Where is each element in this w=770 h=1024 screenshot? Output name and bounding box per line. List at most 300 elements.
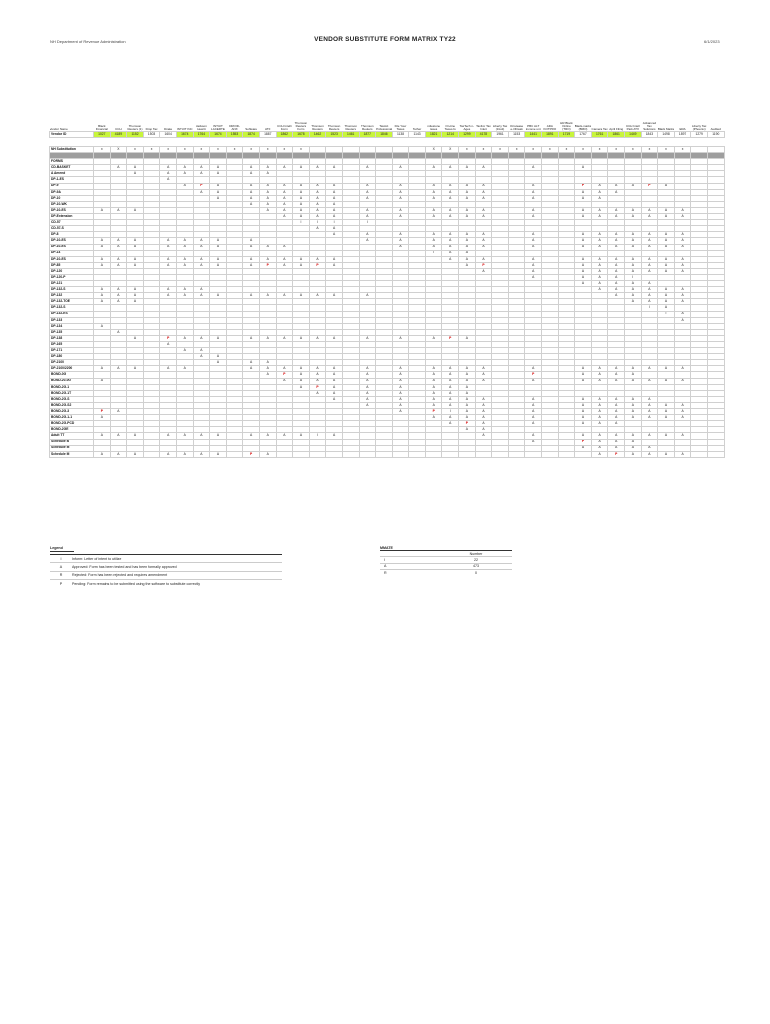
status-cell: x [591,147,608,153]
status-cell: P [425,409,442,415]
status-cell: A [658,415,675,421]
status-cell: A [176,287,193,293]
status-cell: A [475,421,492,427]
status-cell: A [243,189,260,195]
status-cell: A [326,201,343,207]
legend-row [50,562,282,570]
status-cell: A [243,165,260,171]
status-cell: A [575,207,592,213]
vendor-name: HR Block Online (TRO) [560,120,573,131]
status-cell: A [525,415,542,421]
status-cell: A [425,415,442,421]
legend-title: Legend [50,546,74,552]
status-cell: x [475,147,492,153]
status-cell: A [525,232,542,238]
form-label: Schedule M [50,445,94,451]
status-cell: A [425,165,442,171]
status-cell: A [259,201,276,207]
status-cell: A [392,366,409,372]
status-cell: A [425,402,442,408]
totals-key: A [384,564,387,569]
vendor-id: 1674 [176,132,193,138]
status-cell: A [359,402,376,408]
status-cell: A [575,372,592,378]
status-cell: A [193,287,210,293]
status-cell: A [293,433,310,439]
status-cell: A [326,183,343,189]
status-cell: A [525,421,542,427]
status-cell: A [392,232,409,238]
status-cell: A [608,268,625,274]
status-cell: x [160,147,177,153]
row-header-label: Vendor ID [50,132,94,138]
status-cell: A [475,268,492,274]
status-cell: A [127,262,144,268]
status-cell: A [127,433,144,439]
vendor-id: 1461 [342,132,359,138]
status-cell: A [575,415,592,421]
status-cell: A [210,293,227,299]
status-cell: A [359,390,376,396]
legend-row [50,571,282,579]
status-cell: I [309,220,326,226]
status-cell: A [442,238,459,244]
status-cell: A [160,342,177,348]
vendor-name: PBC ALT income unt [525,123,541,131]
status-cell: A [359,378,376,384]
status-cell: A [293,372,310,378]
status-cell: A [193,189,210,195]
status-cell: A [625,415,642,421]
status-cell: A [658,378,675,384]
status-cell: A [475,238,492,244]
form-label: A Amend [50,171,94,177]
status-cell: A [658,287,675,293]
status-cell: A [359,195,376,201]
status-cell: A [591,378,608,384]
status-cell: A [425,244,442,250]
status-cell: A [442,214,459,220]
vendor-name: Thomson Reuters (1) [127,123,143,131]
status-cell: A [442,165,459,171]
status-cell: A [127,335,144,341]
status-cell: A [658,268,675,274]
status-cell: A [259,433,276,439]
status-cell [707,451,724,457]
status-cell: x [542,147,559,153]
status-cell: A [243,238,260,244]
form-label: Adult TT [50,433,94,439]
status-cell: A [293,256,310,262]
status-cell: A [625,433,642,439]
status-cell: A [475,207,492,213]
status-cell: A [359,366,376,372]
status-cell: A [625,445,642,451]
header-date: 6/1/2023 [704,39,720,44]
status-cell: A [127,287,144,293]
vendor-name: Audited [710,126,721,131]
status-cell: A [608,378,625,384]
status-cell: A [608,287,625,293]
vendor-id: 1190 [707,132,724,138]
status-cell: A [442,366,459,372]
status-cell: A [475,378,492,384]
form-label: BOND-2G-S2 [50,402,94,408]
status-cell: A [641,214,658,220]
status-cell: A [210,171,227,177]
status-cell: A [243,183,260,189]
status-cell: A [193,165,210,171]
status-cell: A [608,293,625,299]
status-cell: A [425,366,442,372]
status-cell: A [276,293,293,299]
status-cell: A [176,238,193,244]
status-cell: A [176,451,193,457]
status-cell: P [608,451,625,457]
status-cell: A [259,451,276,457]
status-cell: A [442,244,459,250]
status-cell: A [475,372,492,378]
status-cell: A [459,232,476,238]
status-cell: A [127,244,144,250]
status-cell: A [459,189,476,195]
status-cell: A [259,207,276,213]
status-cell: A [326,433,343,439]
status-cell [309,451,326,457]
status-cell: x [558,147,575,153]
vendor-name: Black Marks [657,126,675,131]
vendor-id: 1503 [143,132,160,138]
status-cell: P [641,183,658,189]
status-cell: A [641,445,658,451]
status-cell: A [110,299,127,305]
status-cell: A [625,396,642,402]
status-cell: A [326,378,343,384]
status-cell: A [658,366,675,372]
vendor-matrix-table [49,91,725,458]
status-cell: A [110,262,127,268]
vendor-name: April Filing [609,126,624,131]
vendor-name: ADA KOTPRO [543,123,557,131]
form-label: BOND-2G-S [50,396,94,402]
status-cell: A [591,402,608,408]
status-cell: A [674,262,691,268]
status-cell: A [293,214,310,220]
form-label: DP-120-P [50,274,94,280]
status-cell: A [575,396,592,402]
status-cell: A [243,366,260,372]
status-cell: A [442,421,459,427]
status-cell: x [127,147,144,153]
vendor-name: Camera Tax [591,126,608,131]
status-cell: A [293,183,310,189]
status-cell: A [110,329,127,335]
status-cell: A [525,195,542,201]
status-cell: A [176,433,193,439]
form-label: DP-171 [50,348,94,354]
status-cell: A [625,299,642,305]
status-cell: A [160,256,177,262]
vendor-name: Drake [164,126,173,131]
status-cell: A [392,396,409,402]
status-cell: A [459,207,476,213]
vendor-id: 1553 [226,132,243,138]
vendor-name: Thomson Reuters [344,123,357,131]
status-cell: A [392,183,409,189]
vendor-id: 1143 [409,132,426,138]
row-label: NH Substitution [50,147,94,153]
status-cell: A [658,238,675,244]
status-cell: A [359,232,376,238]
status-cell: A [243,195,260,201]
form-label: BOND-2G-3 [50,409,94,415]
status-cell: A [475,189,492,195]
status-cell: A [575,268,592,274]
totals-value: 473 [473,564,479,569]
status-cell: A [359,189,376,195]
status-cell: A [293,262,310,268]
status-cell: A [425,384,442,390]
status-cell [226,451,243,457]
status-cell: A [625,244,642,250]
vendor-name: Software [245,126,258,131]
vendor-id: 1449 [625,132,642,138]
status-cell: A [459,250,476,256]
page-title: VENDOR SUBSTITUTE FORM MATRIX TY22 [314,36,456,43]
status-cell: I [309,433,326,439]
form-label: DP-14 [50,250,94,256]
status-cell: A [658,262,675,268]
status-cell: x [226,147,243,153]
status-cell: A [176,366,193,372]
status-cell: A [625,378,642,384]
status-cell: A [625,183,642,189]
status-cell: A [326,366,343,372]
status-cell: A [459,195,476,201]
vendor-name: Black Financial [95,123,108,131]
status-cell: A [392,207,409,213]
status-cell: A [658,433,675,439]
status-cell: A [309,189,326,195]
vendor-id: 1891 [542,132,559,138]
header-left-text: NH Department of Revenue Administration [50,39,126,44]
vendor-id: 1846 [376,132,393,138]
status-cell: A [176,293,193,299]
status-cell: A [608,214,625,220]
status-cell: A [525,207,542,213]
status-cell: A [392,214,409,220]
status-cell: A [459,396,476,402]
status-cell: A [674,299,691,305]
status-cell [459,451,476,457]
vendor-id: 1138 [392,132,409,138]
status-cell: A [658,183,675,189]
status-cell: A [259,183,276,189]
vendor-name: File Your Taxes [394,123,407,131]
status-cell: A [160,238,177,244]
status-cell: A [591,214,608,220]
status-cell: P [193,183,210,189]
status-cell: A [475,165,492,171]
status-cell: A [658,256,675,262]
vendor-id: 1152 [127,132,144,138]
status-cell: A [276,214,293,220]
totals-key: I [384,558,385,563]
status-cell: A [575,378,592,384]
status-cell: x [658,147,675,153]
status-cell: A [674,214,691,220]
status-cell: A [575,189,592,195]
status-cell: A [94,433,111,439]
status-cell: A [459,390,476,396]
status-cell: A [293,378,310,384]
form-label: DP-9 [50,183,94,189]
status-cell: P [459,421,476,427]
status-cell: A [94,256,111,262]
status-cell: A [392,378,409,384]
status-cell: A [243,256,260,262]
status-cell: A [110,287,127,293]
status-cell: A [591,433,608,439]
form-label: DP-165 [50,342,94,348]
status-cell: A [160,287,177,293]
status-cell [342,451,359,457]
status-cell: A [674,451,691,457]
status-cell: A [525,268,542,274]
vendor-id: 1862 [276,132,293,138]
status-cell: A [425,207,442,213]
status-cell: A [658,214,675,220]
status-cell: A [94,293,111,299]
vendor-name: CCH [115,126,122,131]
status-cell: A [110,451,127,457]
status-cell: A [392,402,409,408]
status-cell: A [259,360,276,366]
status-cell: A [625,409,642,415]
status-cell: A [641,402,658,408]
status-cell: A [525,402,542,408]
vendor-id: 1462 [309,132,326,138]
status-cell: A [293,201,310,207]
status-cell: A [326,262,343,268]
status-cell [392,451,409,457]
status-cell: A [575,262,592,268]
form-label: DP-121 [50,281,94,287]
status-cell: A [110,409,127,415]
status-cell: A [591,372,608,378]
status-cell: P [575,439,592,445]
status-cell: A [641,268,658,274]
status-cell: A [625,256,642,262]
status-cell [525,451,542,457]
totals-key: R [384,570,387,575]
status-cell: A [575,214,592,220]
status-cell: A [575,366,592,372]
status-cell: A [359,384,376,390]
status-cell: A [591,415,608,421]
form-label: DP-135 [50,329,94,335]
status-cell: I [359,220,376,226]
status-cell: A [641,299,658,305]
totals-value: 22 [474,558,478,563]
status-cell: x [608,147,625,153]
form-label: BOND-2G-PCD [50,421,94,427]
legend-row [50,554,282,562]
status-cell: A [525,378,542,384]
form-label: DP-2100 [50,360,94,366]
form-label: DP-85 [50,262,94,268]
spacer-row [50,138,725,147]
status-cell: A [608,232,625,238]
status-cell: A [276,189,293,195]
status-cell: x [243,147,260,153]
status-cell: A [459,183,476,189]
status-cell: A [293,189,310,195]
status-cell [475,451,492,457]
status-cell: A [392,189,409,195]
status-cell: x [143,147,160,153]
status-cell: A [392,238,409,244]
form-label: DP-10-WK [50,201,94,207]
vendor-id: 1877 [359,132,376,138]
status-cell: A [674,287,691,293]
status-cell: A [210,354,227,360]
status-cell: A [176,165,193,171]
status-cell: A [575,165,592,171]
status-cell: A [625,402,642,408]
status-cell: A [94,207,111,213]
status-cell: A [309,195,326,201]
status-cell: A [425,390,442,396]
status-cell: A [591,409,608,415]
status-cell: A [276,262,293,268]
status-cell: I [293,220,310,226]
status-cell: A [608,189,625,195]
status-cell: P [94,409,111,415]
status-cell: A [392,384,409,390]
status-cell: A [326,214,343,220]
status-cell: A [475,433,492,439]
status-cell: A [625,293,642,299]
status-cell: A [641,378,658,384]
status-cell: A [658,402,675,408]
status-cell: A [127,171,144,177]
status-cell: A [359,396,376,402]
status-cell: A [110,244,127,250]
status-cell: A [176,244,193,250]
status-cell: P [442,335,459,341]
status-cell: A [459,214,476,220]
status-cell: A [442,402,459,408]
status-cell: A [641,238,658,244]
form-label: DP-10 [50,195,94,201]
status-cell: A [575,238,592,244]
status-cell: I [442,409,459,415]
status-cell: A [459,372,476,378]
form-label: Schedule M [50,451,94,457]
status-cell: A [442,183,459,189]
status-cell: A [608,433,625,439]
status-cell: A [625,268,642,274]
status-cell: A [459,256,476,262]
form-label: DP-2100/2200 [50,366,94,372]
status-cell: P [276,372,293,378]
vendor-name: Tether [412,126,422,131]
legend [50,546,282,588]
status-cell: A [359,214,376,220]
vendor-id: 1764 [193,132,210,138]
status-cell: A [193,451,210,457]
